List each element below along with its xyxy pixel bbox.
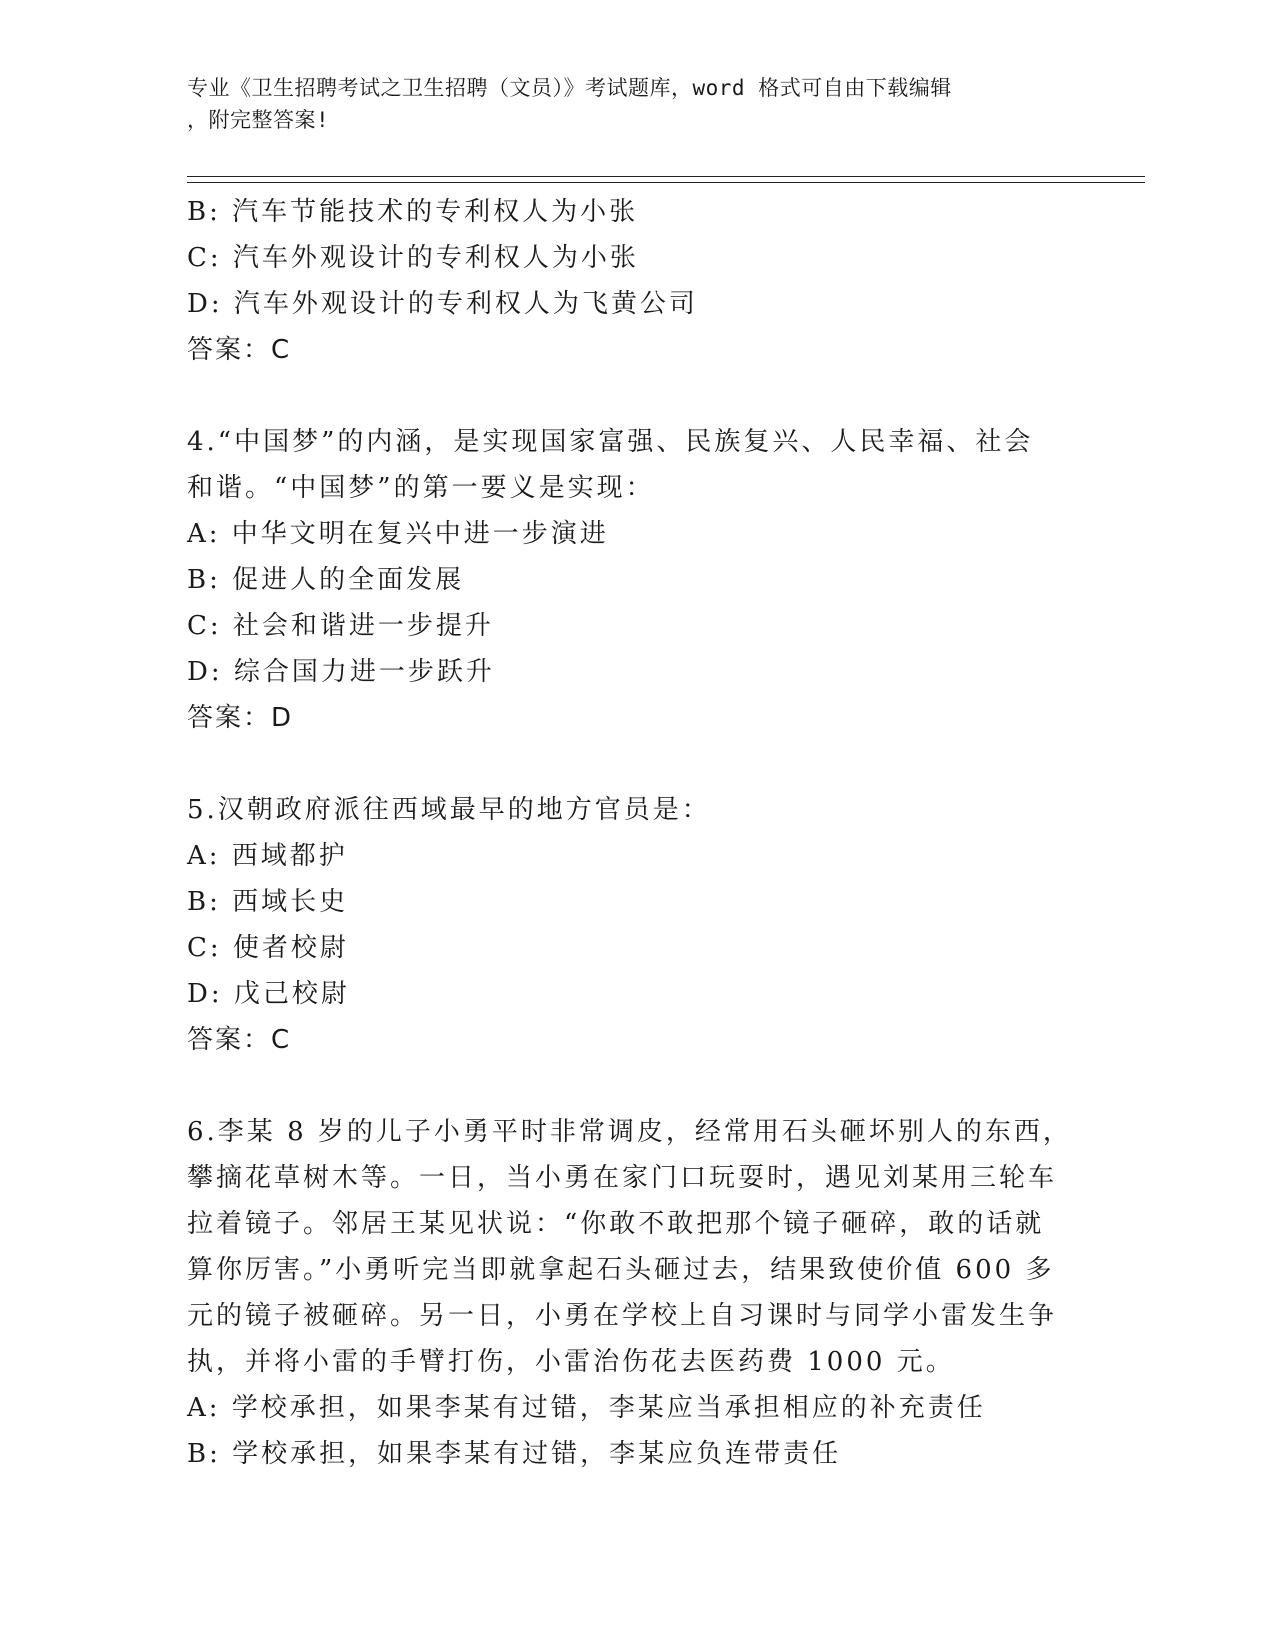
question-stem-line: 拉着镜子。邻居王某见状说：“你敢不敢把那个镜子砸碎，敢的话就	[187, 1209, 1045, 1239]
spacer	[187, 741, 1067, 787]
answer-line: 答案：C	[187, 1025, 292, 1055]
option-a: A: 学校承担，如果李某有过错，李某应当承担相应的补充责任	[187, 1393, 986, 1423]
question-stem-line: 和谐。“中国梦”的第一要义是实现：	[187, 473, 655, 503]
spacer	[187, 373, 1067, 419]
header-divider-bottom	[187, 182, 1145, 183]
spacer	[187, 1063, 1067, 1109]
header-line-1: 专业《卫生招聘考试之卫生招聘（文员）》考试题库，word 格式可自由下载编辑	[187, 76, 952, 100]
question-6	[187, 1109, 1072, 1477]
question-stem-line: 4.“中国梦”的内涵，是实现国家富强、民族复兴、人民幸福、社会	[187, 427, 1034, 457]
option-d: D: 汽车外观设计的专利权人为飞黄公司	[187, 289, 698, 319]
header-divider-top	[187, 176, 1145, 177]
option-c: C: 汽车外观设计的专利权人为小张	[187, 243, 639, 273]
option-b: B: 促进人的全面发展	[187, 565, 465, 595]
question-list	[187, 189, 1072, 1477]
document-header	[187, 72, 1067, 136]
header-line-2: ，附完整答案!	[187, 108, 330, 132]
question-stem-line: 执，并将小雷的手臂打伤，小雷治伤花去医药费 1000 元。	[187, 1347, 955, 1377]
question-3-tail	[187, 189, 1067, 373]
answer-line: 答案：C	[187, 335, 292, 365]
option-a: A: 西域都护	[187, 841, 348, 871]
option-c: C: 使者校尉	[187, 933, 349, 963]
option-c: C: 社会和谐进一步提升	[187, 611, 494, 641]
question-stem-line: 元的镜子被砸碎。另一日，小勇在学校上自习课时与同学小雷发生争	[187, 1301, 1058, 1331]
option-b: B: 学校承担，如果李某有过错，李某应负连带责任	[187, 1439, 842, 1469]
question-stem-line: 算你厉害。”小勇听完当即就拿起石头砸过去，结果致使价值 600 多	[187, 1255, 1055, 1285]
option-d: D: 综合国力进一步跃升	[187, 657, 495, 687]
answer-line: 答案：D	[187, 703, 294, 733]
option-a: A: 中华文明在复兴中进一步演进	[187, 519, 609, 549]
option-b: B: 汽车节能技术的专利权人为小张	[187, 197, 639, 227]
question-stem-line: 攀摘花草树木等。一日，当小勇在家门口玩耍时，遇见刘某用三轮车	[187, 1163, 1058, 1193]
question-stem-line: 5.汉朝政府派往西域最早的地方官员是：	[187, 795, 711, 825]
question-4	[187, 419, 1067, 741]
question-5	[187, 787, 1067, 1063]
option-d: D: 戊己校尉	[187, 979, 350, 1009]
question-stem-line: 6.李某 8 岁的儿子小勇平时非常调皮，经常用石头砸坏别人的东西，	[187, 1117, 1072, 1147]
option-b: B: 西域长史	[187, 887, 349, 917]
